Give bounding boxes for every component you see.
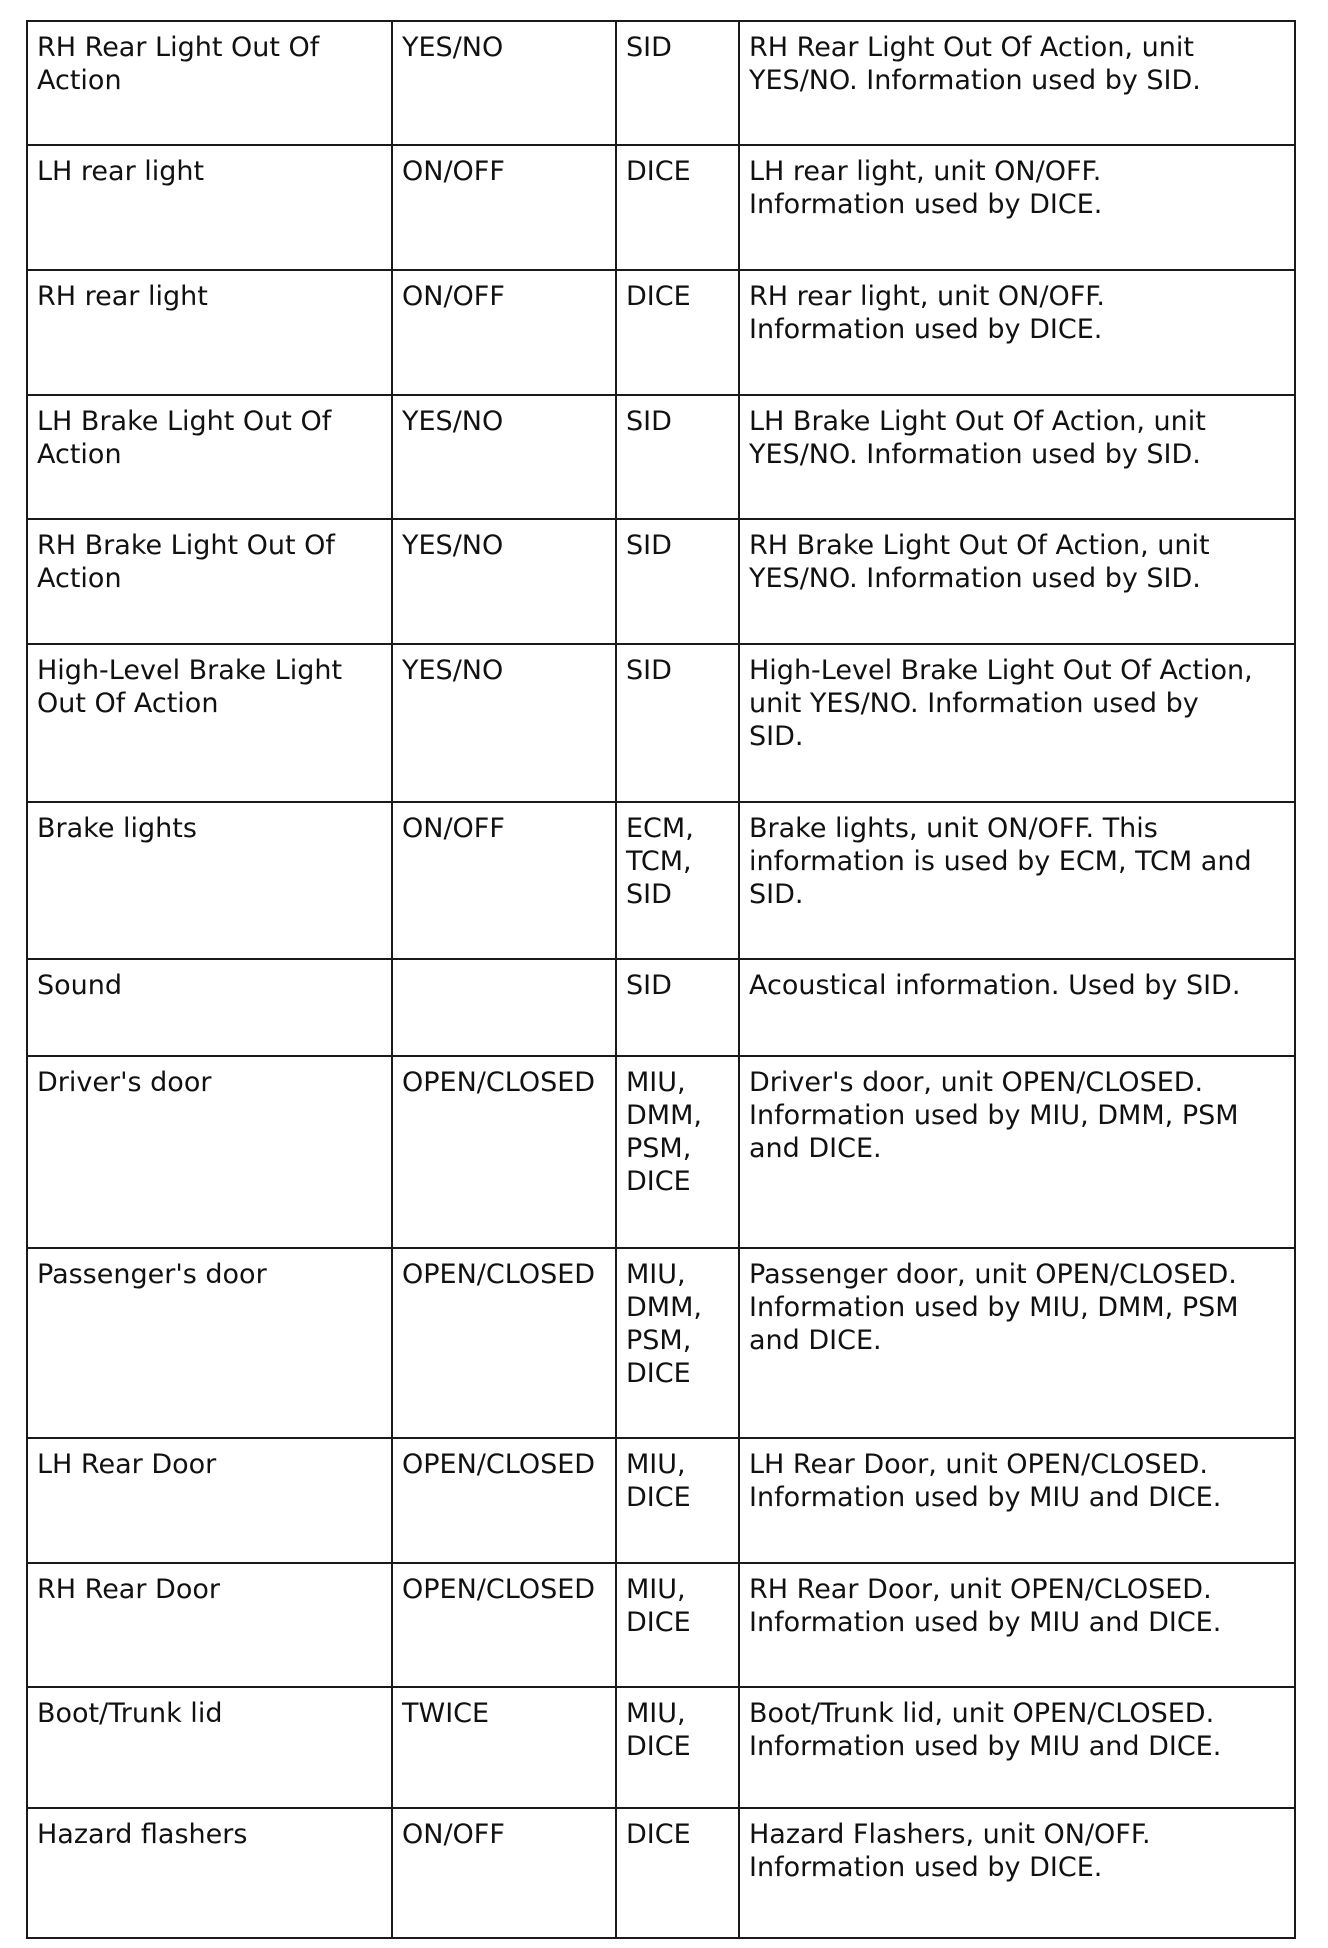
- description-cell: RH Brake Light Out Of Action, unit YES/NO. Information used by SID.: [739, 519, 1295, 644]
- signal-name-cell: Driver's door: [27, 1056, 392, 1248]
- signal-name-cell: RH rear light: [27, 270, 392, 395]
- unit-cell: ON/OFF: [392, 802, 616, 959]
- description-cell: Acoustical information. Used by SID.: [739, 959, 1295, 1056]
- signal-name-cell: LH rear light: [27, 145, 392, 270]
- used-by-cell: MIU, DMM, PSM, DICE: [616, 1248, 739, 1438]
- used-by-cell: SID: [616, 644, 739, 802]
- signal-name-cell: Boot/Trunk lid: [27, 1687, 392, 1808]
- signal-name-cell: RH Brake Light Out Of Action: [27, 519, 392, 644]
- table-row: [27, 395, 1295, 519]
- signal-name-cell: Brake lights: [27, 802, 392, 959]
- signal-name-cell: High-Level Brake Light Out Of Action: [27, 644, 392, 802]
- table-row: [27, 1563, 1295, 1687]
- signal-name-cell: LH Brake Light Out Of Action: [27, 395, 392, 519]
- signal-table: [26, 20, 1296, 1939]
- description-cell: Passenger door, unit OPEN/CLOSED. Information used by MIU, DMM, PSM and DICE.: [739, 1248, 1295, 1438]
- unit-cell: OPEN/CLOSED: [392, 1563, 616, 1687]
- unit-cell: ON/OFF: [392, 270, 616, 395]
- signal-name-cell: RH Rear Light Out Of Action: [27, 21, 392, 145]
- table-row: [27, 1808, 1295, 1938]
- unit-cell: YES/NO: [392, 519, 616, 644]
- used-by-cell: SID: [616, 519, 739, 644]
- unit-cell: ON/OFF: [392, 1808, 616, 1938]
- table-row: [27, 802, 1295, 959]
- signal-name-cell: Sound: [27, 959, 392, 1056]
- table-row: [27, 1248, 1295, 1438]
- used-by-cell: SID: [616, 395, 739, 519]
- unit-cell: YES/NO: [392, 395, 616, 519]
- used-by-cell: ECM, TCM, SID: [616, 802, 739, 959]
- unit-cell: ON/OFF: [392, 145, 616, 270]
- signal-name-cell: Passenger's door: [27, 1248, 392, 1438]
- description-cell: LH Brake Light Out Of Action, unit YES/NO. Information used by SID.: [739, 395, 1295, 519]
- description-cell: RH rear light, unit ON/OFF. Information used by DICE.: [739, 270, 1295, 395]
- unit-cell: YES/NO: [392, 644, 616, 802]
- description-cell: Driver's door, unit OPEN/CLOSED. Information used by MIU, DMM, PSM and DICE.: [739, 1056, 1295, 1248]
- table-row: [27, 519, 1295, 644]
- description-cell: High-Level Brake Light Out Of Action, unit YES/NO. Information used by SID.: [739, 644, 1295, 802]
- table-row: [27, 959, 1295, 1056]
- table-row: [27, 644, 1295, 802]
- description-cell: Hazard Flashers, unit ON/OFF. Information used by DICE.: [739, 1808, 1295, 1938]
- description-cell: LH Rear Door, unit OPEN/CLOSED. Information used by MIU and DICE.: [739, 1438, 1295, 1563]
- table-row: [27, 1438, 1295, 1563]
- table-row: [27, 270, 1295, 395]
- unit-cell: OPEN/CLOSED: [392, 1248, 616, 1438]
- used-by-cell: SID: [616, 21, 739, 145]
- signal-name-cell: Hazard flashers: [27, 1808, 392, 1938]
- table-row: [27, 1687, 1295, 1808]
- description-cell: RH Rear Door, unit OPEN/CLOSED. Information used by MIU and DICE.: [739, 1563, 1295, 1687]
- used-by-cell: MIU, DICE: [616, 1438, 739, 1563]
- table-row: [27, 21, 1295, 145]
- used-by-cell: MIU, DICE: [616, 1687, 739, 1808]
- used-by-cell: MIU, DICE: [616, 1563, 739, 1687]
- table-row: [27, 1056, 1295, 1248]
- description-cell: Brake lights, unit ON/OFF. This information is used by ECM, TCM and SID.: [739, 802, 1295, 959]
- used-by-cell: MIU, DMM, PSM, DICE: [616, 1056, 739, 1248]
- unit-cell: OPEN/CLOSED: [392, 1056, 616, 1248]
- used-by-cell: SID: [616, 959, 739, 1056]
- signal-name-cell: LH Rear Door: [27, 1438, 392, 1563]
- used-by-cell: DICE: [616, 145, 739, 270]
- description-cell: LH rear light, unit ON/OFF. Information used by DICE.: [739, 145, 1295, 270]
- unit-cell: [392, 959, 616, 1056]
- unit-cell: YES/NO: [392, 21, 616, 145]
- unit-cell: OPEN/CLOSED: [392, 1438, 616, 1563]
- description-cell: RH Rear Light Out Of Action, unit YES/NO. Information used by SID.: [739, 21, 1295, 145]
- used-by-cell: DICE: [616, 270, 739, 395]
- description-cell: Boot/Trunk lid, unit OPEN/CLOSED. Information used by MIU and DICE.: [739, 1687, 1295, 1808]
- unit-cell: TWICE: [392, 1687, 616, 1808]
- used-by-cell: DICE: [616, 1808, 739, 1938]
- table-row: [27, 145, 1295, 270]
- signal-name-cell: RH Rear Door: [27, 1563, 392, 1687]
